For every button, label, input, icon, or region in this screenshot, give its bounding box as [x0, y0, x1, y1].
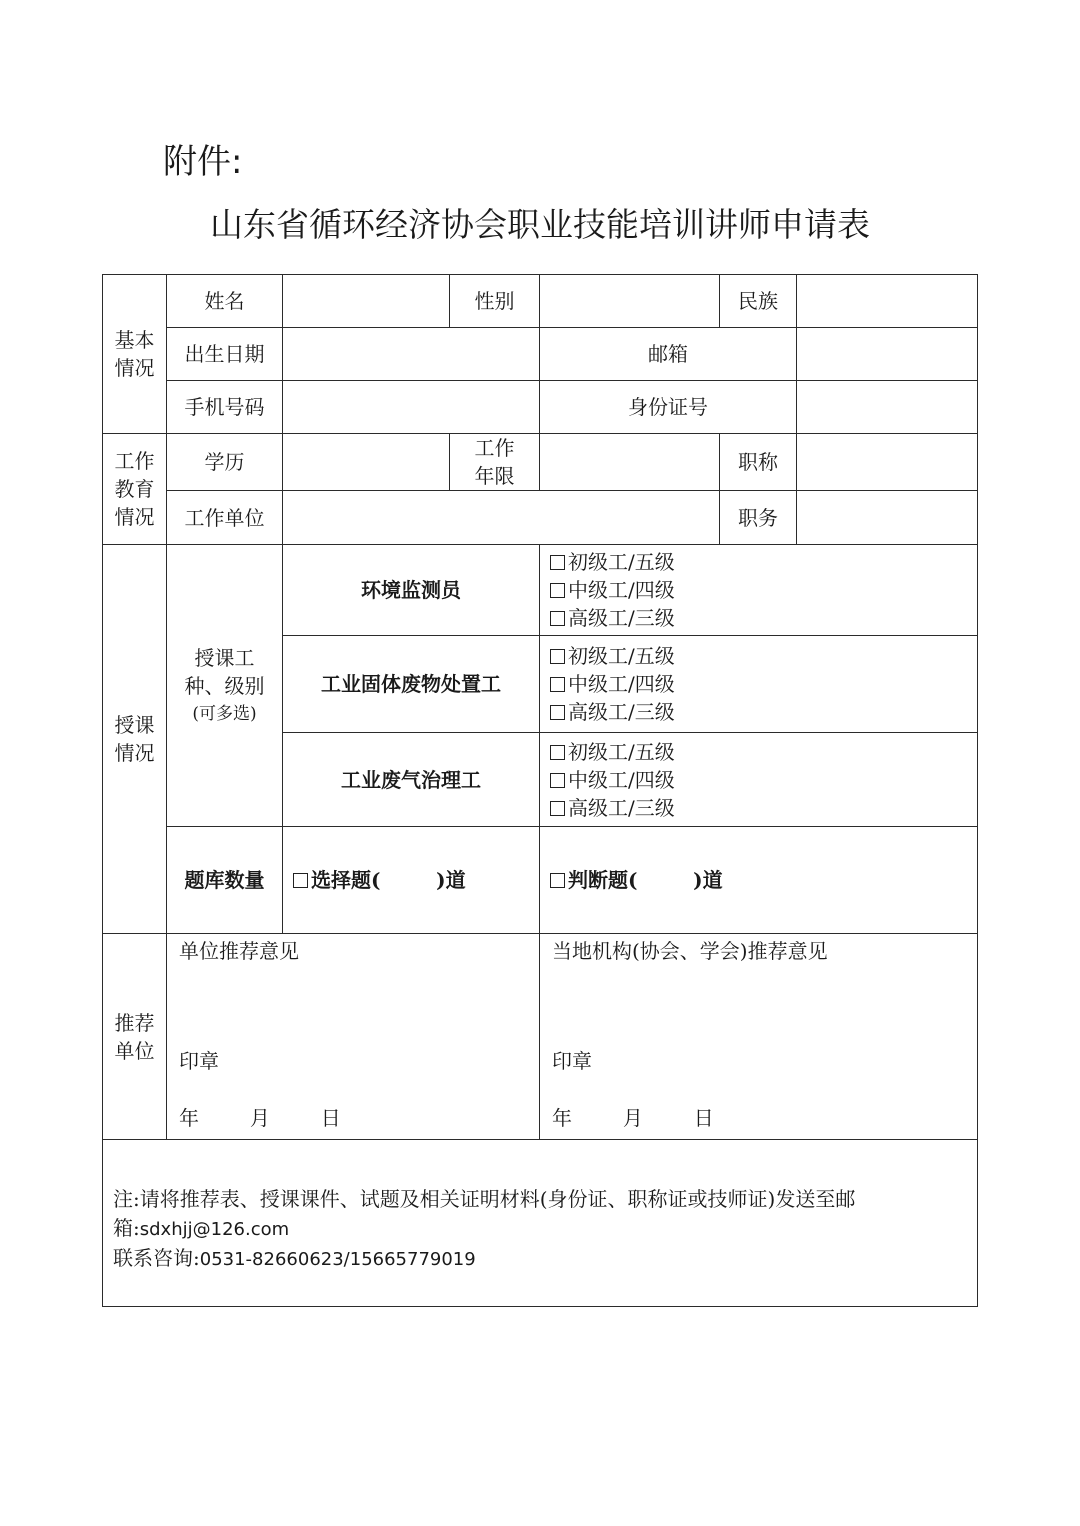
- form-title: 山东省循环经济协会职业技能培训讲师申请表: [210, 205, 870, 244]
- level-options-environment-monitor: [540, 545, 978, 636]
- email-field[interactable]: [797, 328, 978, 381]
- occupation-environment-monitor: 环境监测员: [283, 545, 540, 636]
- seal-label: 印章: [179, 1049, 219, 1073]
- application-form-table: [102, 274, 978, 1307]
- section-work-education: 工作 教育 情况: [103, 434, 167, 545]
- section-recommend: 推荐 单位: [103, 934, 167, 1140]
- contact-email[interactable]: sdxhjj@126.com: [139, 1219, 290, 1240]
- level-option[interactable]: 初级工/五级: [550, 738, 977, 766]
- name-label: 姓名: [167, 275, 283, 328]
- phone-field[interactable]: [283, 381, 540, 434]
- phone-label: 手机号码: [167, 381, 283, 434]
- note-line: 箱:sdxhjj@126.com: [113, 1216, 290, 1240]
- email-label: 邮箱: [540, 328, 797, 381]
- id-number-label: 身份证号: [540, 381, 797, 434]
- checkbox-icon[interactable]: [293, 873, 308, 888]
- checkbox-icon[interactable]: [550, 555, 565, 570]
- unit-recommendation-box[interactable]: [167, 934, 540, 1140]
- level-option[interactable]: 初级工/五级: [550, 642, 977, 670]
- professional-title-field[interactable]: [797, 434, 978, 491]
- question-bank-label: 题库数量: [167, 827, 283, 934]
- level-option[interactable]: 高级工/三级: [550, 794, 977, 822]
- level-option[interactable]: 高级工/三级: [550, 604, 977, 632]
- gender-label: 性别: [450, 275, 540, 328]
- gender-field[interactable]: [540, 275, 720, 328]
- checkbox-icon[interactable]: [550, 583, 565, 598]
- checkbox-icon[interactable]: [550, 773, 565, 788]
- occupation-solid-waste: 工业固体废物处置工: [283, 636, 540, 733]
- work-years-field[interactable]: [540, 434, 720, 491]
- position-field[interactable]: [797, 491, 978, 545]
- seal-label: 印章: [552, 1049, 592, 1073]
- date-label: 年 月 日: [179, 1106, 341, 1130]
- education-field[interactable]: [283, 434, 450, 491]
- checkbox-icon[interactable]: [550, 873, 565, 888]
- ethnicity-label: 民族: [720, 275, 797, 328]
- section-basic-info: 基本 情况: [103, 275, 167, 434]
- level-option[interactable]: 初级工/五级: [550, 548, 977, 576]
- note-line: 注:请将推荐表、授课课件、试题及相关证明材料(身份证、职称证或技师证)发送至邮: [113, 1187, 856, 1211]
- attachment-label: 附件:: [163, 142, 243, 182]
- level-option[interactable]: 中级工/四级: [550, 766, 977, 794]
- checkbox-icon[interactable]: [550, 801, 565, 816]
- level-option[interactable]: 高级工/三级: [550, 698, 977, 726]
- level-option[interactable]: 中级工/四级: [550, 576, 977, 604]
- occupation-waste-gas: 工业废气治理工: [283, 733, 540, 827]
- birth-date-field[interactable]: [283, 328, 540, 381]
- name-field[interactable]: [283, 275, 450, 328]
- id-number-field[interactable]: [797, 381, 978, 434]
- ethnicity-field[interactable]: [797, 275, 978, 328]
- judge-question-count[interactable]: 判断题( )道: [540, 827, 978, 934]
- teaching-type-label: 授课工 种、级别 (可多选): [167, 545, 283, 827]
- checkbox-icon[interactable]: [550, 745, 565, 760]
- local-opinion-label: 当地机构(协会、学会)推荐意见: [552, 939, 828, 963]
- local-recommendation-box[interactable]: [540, 934, 978, 1140]
- work-years-label: 工作 年限: [450, 434, 540, 491]
- professional-title-label: 职称: [720, 434, 797, 491]
- contact-phone: 0531-82660623/15665779019: [199, 1249, 476, 1270]
- employer-field[interactable]: [283, 491, 720, 545]
- education-label: 学历: [167, 434, 283, 491]
- level-options-solid-waste: [540, 636, 978, 733]
- birth-date-label: 出生日期: [167, 328, 283, 381]
- level-options-waste-gas: [540, 733, 978, 827]
- checkbox-icon[interactable]: [550, 705, 565, 720]
- unit-opinion-label: 单位推荐意见: [179, 939, 299, 963]
- date-label: 年 月 日: [552, 1106, 714, 1130]
- position-label: 职务: [720, 491, 797, 545]
- checkbox-icon[interactable]: [550, 677, 565, 692]
- employer-label: 工作单位: [167, 491, 283, 545]
- note-line: 联系咨询:0531-82660623/15665779019: [113, 1246, 476, 1270]
- note-box: [103, 1140, 978, 1307]
- section-teaching: 授课 情况: [103, 545, 167, 934]
- choice-question-count[interactable]: 选择题( )道: [283, 827, 540, 934]
- level-option[interactable]: 中级工/四级: [550, 670, 977, 698]
- checkbox-icon[interactable]: [550, 649, 565, 664]
- checkbox-icon[interactable]: [550, 611, 565, 626]
